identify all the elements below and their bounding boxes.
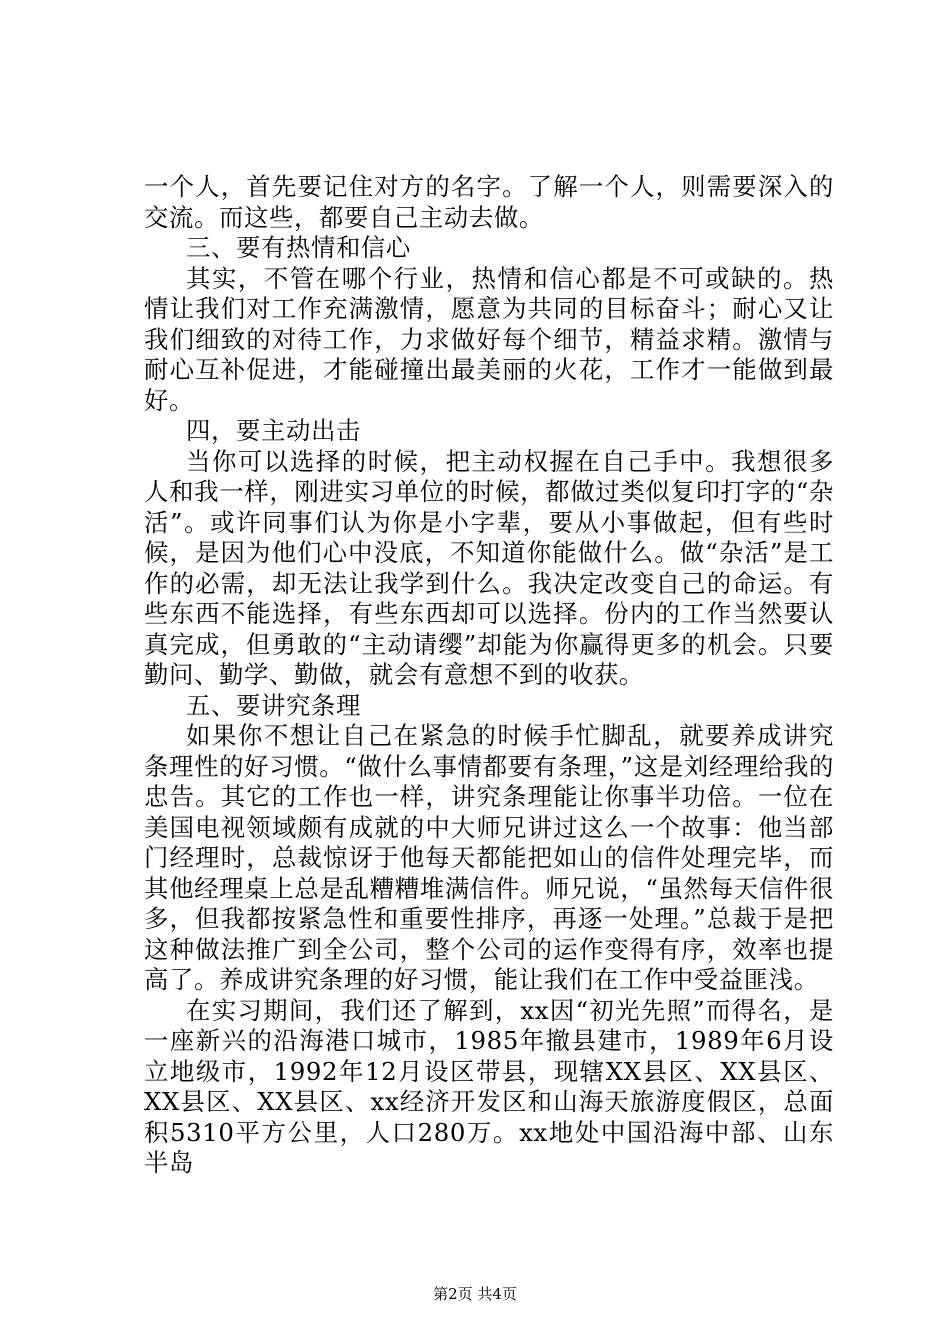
paragraph: 一个人，首先要记住对方的名字。了解一个人，则需要深入的交流。而这些，都要自己主动去做。 — [144, 172, 834, 232]
section-heading: 五、要讲究条理 — [186, 690, 361, 720]
paragraph: 在实习期间，我们还了解到，xx因“初光先照”而得名，是一座新兴的沿海港口城市，1985年撤县建市，1989年6月设立地级市，1992年12月设区带县，现辖XX县区、XX县区、XX县区、XX县区、xx经济开发区和山海天旅游度假区，总面积5310平方公里，人口280万。xx地处中国沿海中部、山东半岛 — [144, 995, 834, 1177]
section-heading: 三、要有热情和信心 — [186, 233, 411, 262]
section-heading: 四，要主动出击 — [186, 416, 361, 445]
paragraph: 如果你不想让自己在紧急的时候手忙脚乱，就要养成讲究条理性的好习惯。“做什么事情都要有条理，”这是刘经理给我的忠告。其它的工作也一样，讲究条理能让你事半功倍。一位在美国电视领域颇有成就的中大师兄讲过这么一个故事：他当部门经理时，总裁惊讶于他每天都能把如山的信件处理完毕，而其他经理桌上总是乱糟糟堆满信件。师兄说，“虽然每天信件很多，但我都按紧急性和重要性排序，再逐一处理。”总裁于是把这种做法推广到全公司，整个公司的运作变得有序，效率也提高了。养成讲究条理的好习惯，能让我们在工作中受益匪浅。 — [144, 721, 834, 994]
page-footer: 第2页 共4页 — [433, 1285, 517, 1303]
document-body — [144, 172, 834, 1179]
paragraph: 其实，不管在哪个行业，热情和信心都是不可或缺的。热情让我们对工作充满激情，愿意为共同的目标奋斗；耐心又让我们细致的对待工作，力求做好每个细节，精益求精。激情与耐心互补促进，才能碰撞出最美丽的火花，工作才一能做到最好。 — [144, 263, 834, 415]
paragraph: 当你可以选择的时候，把主动权握在自己手中。我想很多人和我一样，刚进实习单位的时候，都做过类似复印打字的“杂活”。或许同事们认为你是小字辈，要从小事做起，但有些时候，是因为他们心中没底，不知道你能做什么。做“杂活”是工作的必需，却无法让我学到什么。我决定改变自己的命运。有些东西不能选择，有些东西却可以选择。份内的工作当然要认真完成，但勇敢的“主动请缨”却能为你赢得更多的机会。只要勤问、勤学、勤做，就会有意想不到的收获。 — [144, 446, 834, 689]
